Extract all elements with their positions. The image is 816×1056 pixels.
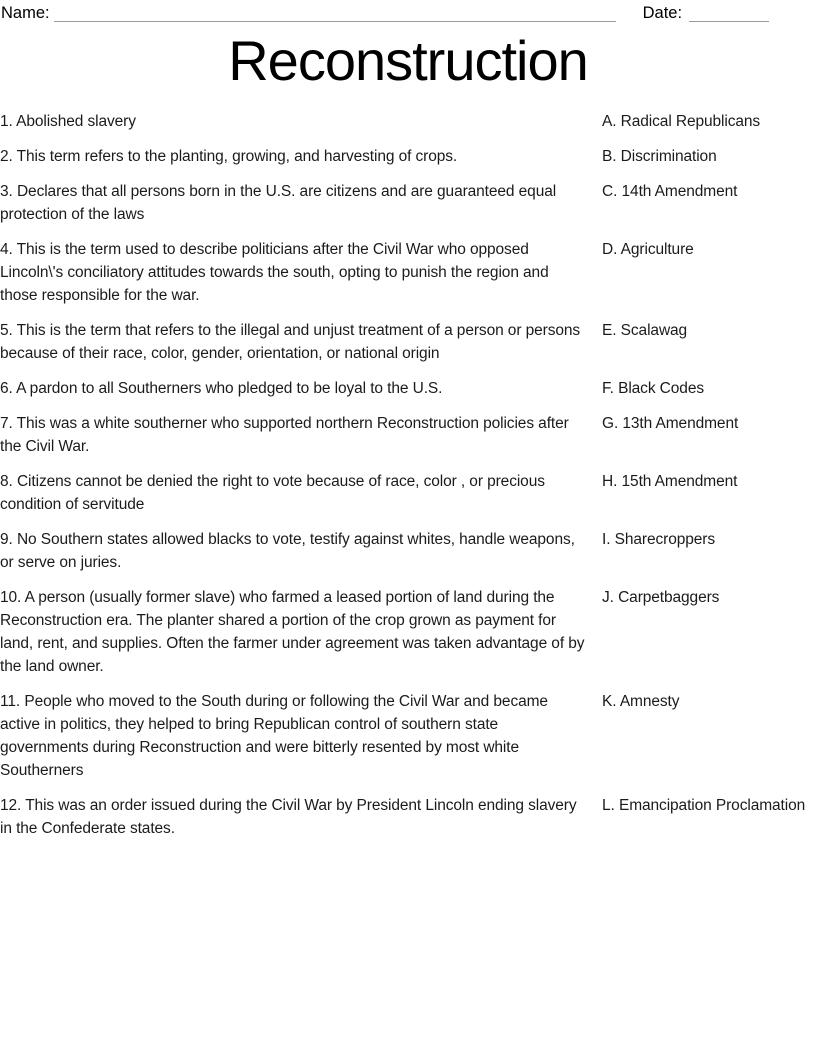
clue-body: Abolished slavery (16, 113, 136, 130)
matching-row (0, 110, 816, 133)
answer-text (602, 377, 816, 400)
matching-row (0, 180, 816, 226)
answer-body: Black Codes (618, 380, 704, 397)
answer-body: Emancipation Proclamation (618, 797, 806, 814)
answer-body: 14th Amendment (621, 183, 738, 200)
clue-text (0, 180, 602, 226)
answer-letter: E. (602, 322, 617, 339)
matching-row (0, 238, 816, 307)
clue-body: A person (usually former slave) who farmed a leased portion of land during the Reconstruction era. The planter shared a portion of the crop grown as payment for land, rent, and supplies. Often the farmer under agreement was taken advantage of by the land owner. (0, 589, 585, 675)
clue-text (0, 690, 602, 782)
matching-row (0, 145, 816, 168)
answer-letter: K. (602, 693, 617, 710)
clue-text (0, 528, 602, 574)
matching-row (0, 690, 816, 782)
answer-text (602, 238, 816, 307)
clue-text (0, 238, 602, 307)
clue-body: Citizens cannot be denied the right to vote because of race, color , or precious condition of servitude (0, 473, 545, 513)
answer-text (602, 110, 816, 133)
clue-number: 8. (0, 473, 13, 490)
matching-row (0, 377, 816, 400)
date-label: Date: (642, 4, 683, 22)
name-blank-line (54, 6, 616, 22)
date-blank-line (689, 6, 769, 22)
matching-row (0, 412, 816, 458)
answer-letter: C. (602, 183, 618, 200)
header (0, 2, 816, 22)
answer-letter: G. (602, 415, 619, 432)
answer-body: 15th Amendment (621, 473, 738, 490)
answer-text (602, 319, 816, 365)
clue-number: 6. (0, 380, 13, 397)
clue-body: This is the term that refers to the illegal and unjust treatment of a person or persons because of their race, color, gender, orientation, or national origin (0, 322, 581, 362)
answer-text (602, 690, 816, 782)
answer-letter: I. (602, 531, 611, 548)
answer-body: Discrimination (620, 148, 717, 165)
answer-body: Amnesty (619, 693, 680, 710)
clue-number: 3. (0, 183, 13, 200)
clue-text (0, 794, 602, 840)
clue-number: 4. (0, 241, 13, 258)
clue-number: 5. (0, 322, 13, 339)
clue-body: People who moved to the South during or following the Civil War and became active in politics, they helped to bring Republican control of southern state governments during Reconstruction and were bitterly resented by most white Southerners (0, 693, 548, 779)
clue-number: 7. (0, 415, 13, 432)
clue-text (0, 377, 602, 400)
matching-row (0, 319, 816, 365)
answer-body: 13th Amendment (622, 415, 739, 432)
matching-row (0, 794, 816, 840)
clue-text (0, 145, 602, 168)
clue-number: 2. (0, 148, 13, 165)
clue-body: A pardon to all Southerners who pledged to be loyal to the U.S. (16, 380, 443, 397)
answer-text (602, 412, 816, 458)
answer-body: Agriculture (620, 241, 694, 258)
answer-text (602, 528, 816, 574)
clue-body: This term refers to the planting, growing, and harvesting of crops. (16, 148, 458, 165)
matching-row (0, 528, 816, 574)
clue-number: 9. (0, 531, 13, 548)
clue-body: This is the term used to describe politicians after the Civil War who opposed Lincoln\'s conciliatory attitudes towards the south, opting to punish the region and those responsible for the war. (0, 241, 549, 304)
answer-text (602, 470, 816, 516)
answer-text (602, 794, 816, 840)
matching-row (0, 470, 816, 516)
answer-body: Sharecroppers (614, 531, 716, 548)
answer-text (602, 145, 816, 168)
clue-text (0, 586, 602, 678)
clue-body: This was an order issued during the Civil War by President Lincoln ending slavery in the Confederate states. (0, 797, 577, 837)
answer-text (602, 586, 816, 678)
answer-letter: F. (602, 380, 614, 397)
answer-text (602, 180, 816, 226)
answer-body: Carpetbaggers (618, 589, 720, 606)
clue-body: This was a white southerner who supported northern Reconstruction policies after the Civil War. (0, 415, 569, 455)
answer-body: Scalawag (620, 322, 688, 339)
clue-number: 1. (0, 113, 13, 130)
clue-body: No Southern states allowed blacks to vote, testify against whites, handle weapons, or serve on juries. (0, 531, 575, 571)
clue-text (0, 412, 602, 458)
clue-text (0, 319, 602, 365)
answer-letter: H. (602, 473, 618, 490)
answer-letter: J. (602, 589, 614, 606)
clue-body: Declares that all persons born in the U.S. are citizens and are guaranteed equal protection of the laws (0, 183, 557, 223)
clue-text (0, 470, 602, 516)
clue-text (0, 110, 602, 133)
answer-letter: L. (602, 797, 615, 814)
clue-number: 10. (0, 589, 22, 606)
answer-letter: A. (602, 113, 617, 130)
name-label: Name: (1, 4, 50, 22)
worksheet-title: Reconstruction (228, 29, 588, 92)
clue-number: 11. (0, 693, 21, 710)
clue-number: 12. (0, 797, 22, 814)
answer-letter: B. (602, 148, 617, 165)
matching-list (0, 110, 816, 840)
answer-body: Radical Republicans (620, 113, 761, 130)
answer-letter: D. (602, 241, 618, 258)
matching-row (0, 586, 816, 678)
